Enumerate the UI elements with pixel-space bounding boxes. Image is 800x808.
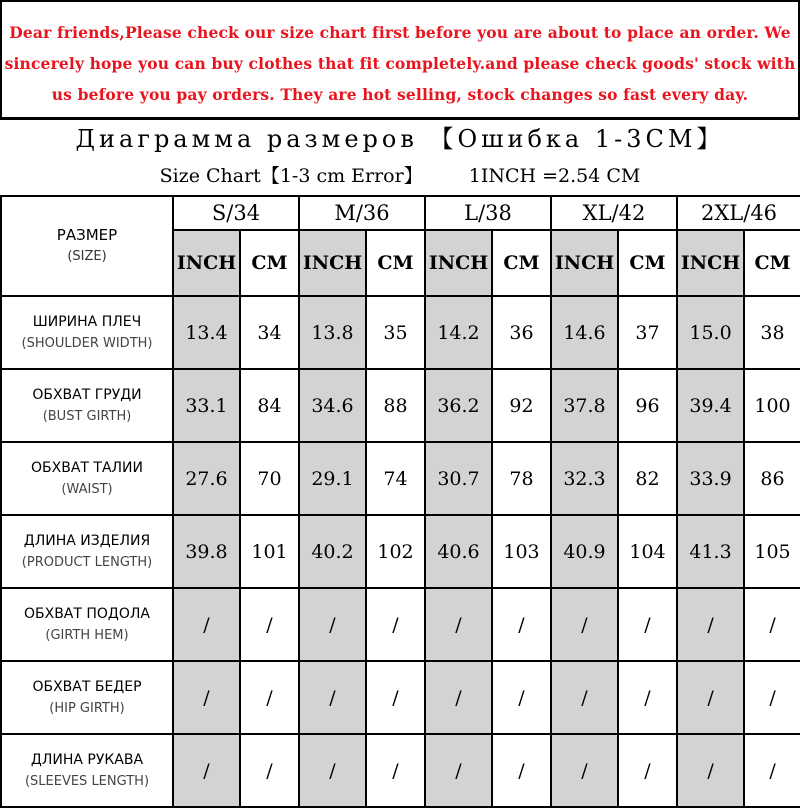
- measurement-row: [1, 442, 800, 515]
- value-inch: 14.6: [551, 296, 618, 369]
- value-inch: /: [677, 734, 744, 807]
- value-cm: 104: [618, 515, 677, 588]
- value-inch: /: [173, 734, 240, 807]
- measurement-label: [1, 661, 173, 734]
- value-inch: 40.9: [551, 515, 618, 588]
- value-cm: 84: [240, 369, 299, 442]
- value-inch: 32.3: [551, 442, 618, 515]
- value-inch: /: [677, 588, 744, 661]
- value-cm: 70: [240, 442, 299, 515]
- value-cm: 96: [618, 369, 677, 442]
- size-label: M/36: [299, 196, 425, 230]
- value-inch: /: [551, 734, 618, 807]
- unit-inch: INCH: [551, 230, 618, 296]
- value-inch: 27.6: [173, 442, 240, 515]
- value-inch: 40.2: [299, 515, 366, 588]
- value-inch: 37.8: [551, 369, 618, 442]
- size-chart-table: [0, 195, 800, 808]
- value-inch: /: [173, 588, 240, 661]
- value-cm: /: [366, 734, 425, 807]
- chart-title: Диаграмма размеров 【Ошибка 1-3CM】: [75, 125, 725, 153]
- measurement-label: [1, 296, 173, 369]
- value-cm: /: [744, 588, 800, 661]
- value-cm: /: [240, 734, 299, 807]
- value-inch: /: [425, 734, 492, 807]
- value-cm: /: [240, 661, 299, 734]
- measurement-row: [1, 296, 800, 369]
- value-inch: 41.3: [677, 515, 744, 588]
- notice-line: us before you pay orders. They are hot selling, stock changes so fast every day.: [51, 85, 749, 104]
- unit-cm: CM: [744, 230, 800, 296]
- value-inch: 40.6: [425, 515, 492, 588]
- value-cm: 105: [744, 515, 800, 588]
- unit-cm: CM: [492, 230, 551, 296]
- size-label: 2XL/46: [677, 196, 800, 230]
- measurement-label-ru: ОБХВАТ ТАЛИИ: [31, 459, 143, 476]
- value-inch: 14.2: [425, 296, 492, 369]
- size-header-en: (SIZE): [67, 249, 107, 264]
- measurement-label-ru: ДЛИНА РУКАВА: [30, 751, 144, 768]
- value-inch: 13.4: [173, 296, 240, 369]
- value-cm: 102: [366, 515, 425, 588]
- measurement-label: [1, 369, 173, 442]
- value-cm: 74: [366, 442, 425, 515]
- notice-line: sincerely hope you can buy clothes that fit completely.and please check goods' stock with: [4, 54, 796, 73]
- measurement-row: [1, 515, 800, 588]
- value-cm: /: [366, 661, 425, 734]
- size-header-cell: [1, 196, 173, 296]
- value-cm: /: [492, 588, 551, 661]
- value-cm: /: [492, 661, 551, 734]
- subtitle-error-note: Size Chart【1-3 cm Error】: [159, 165, 423, 187]
- value-cm: 82: [618, 442, 677, 515]
- measurement-label-ru: ОБХВАТ БЕДЕР: [32, 678, 142, 695]
- value-cm: /: [240, 588, 299, 661]
- measurement-row: [1, 734, 800, 807]
- measurement-label-en: (PRODUCT LENGTH): [21, 554, 153, 570]
- value-cm: /: [744, 661, 800, 734]
- size-label: L/38: [425, 196, 551, 230]
- measurement-label-ru: ОБХВАТ ГРУДИ: [32, 386, 142, 403]
- value-inch: 13.8: [299, 296, 366, 369]
- value-cm: /: [366, 588, 425, 661]
- value-inch: 15.0: [677, 296, 744, 369]
- measurement-label-ru: ОБХВАТ ПОДОЛА: [23, 605, 150, 622]
- value-cm: /: [618, 734, 677, 807]
- value-cm: /: [492, 734, 551, 807]
- size-label: S/34: [173, 196, 299, 230]
- unit-cm: CM: [618, 230, 677, 296]
- measurement-label: [1, 734, 173, 807]
- value-inch: /: [551, 661, 618, 734]
- measurement-label-ru: ШИРИНА ПЛЕЧ: [32, 313, 142, 330]
- measurement-row: [1, 588, 800, 661]
- measurement-label-en: (HIP GIRTH): [49, 700, 125, 716]
- value-inch: /: [425, 588, 492, 661]
- measurement-label-en: (GIRTH HEM): [45, 627, 129, 643]
- measurement-row: [1, 369, 800, 442]
- value-cm: 88: [366, 369, 425, 442]
- value-inch: 29.1: [299, 442, 366, 515]
- value-inch: /: [551, 588, 618, 661]
- value-inch: /: [299, 588, 366, 661]
- measurement-label-en: (SHOULDER WIDTH): [21, 335, 153, 351]
- stock-notice: [0, 0, 800, 120]
- value-cm: 37: [618, 296, 677, 369]
- notice-line: Dear friends,Please check our size chart first before you are about to place an order. We: [9, 23, 791, 42]
- measurement-label-ru: ДЛИНА ИЗДЕЛИЯ: [23, 532, 151, 549]
- unit-inch: INCH: [299, 230, 366, 296]
- measurement-label: [1, 588, 173, 661]
- value-inch: 34.6: [299, 369, 366, 442]
- value-inch: /: [677, 661, 744, 734]
- value-cm: /: [618, 661, 677, 734]
- value-cm: 92: [492, 369, 551, 442]
- value-cm: 78: [492, 442, 551, 515]
- measurement-label: [1, 442, 173, 515]
- value-inch: /: [173, 661, 240, 734]
- value-inch: 33.1: [173, 369, 240, 442]
- value-inch: /: [299, 734, 366, 807]
- unit-inch: INCH: [425, 230, 492, 296]
- value-inch: /: [425, 661, 492, 734]
- value-cm: 35: [366, 296, 425, 369]
- unit-inch: INCH: [677, 230, 744, 296]
- value-cm: 36: [492, 296, 551, 369]
- value-inch: 30.7: [425, 442, 492, 515]
- value-inch: 36.2: [425, 369, 492, 442]
- subtitle-conversion: 1INCH =2.54 CM: [468, 165, 641, 187]
- measurement-label-en: (WAIST): [61, 481, 113, 497]
- value-inch: 33.9: [677, 442, 744, 515]
- size-label: XL/42: [551, 196, 677, 230]
- value-inch: /: [299, 661, 366, 734]
- value-cm: /: [744, 734, 800, 807]
- unit-cm: CM: [366, 230, 425, 296]
- value-cm: 38: [744, 296, 800, 369]
- value-inch: 39.8: [173, 515, 240, 588]
- chart-subtitle: [0, 160, 800, 192]
- measurement-label: [1, 515, 173, 588]
- size-header-ru: РАЗМЕР: [56, 226, 118, 244]
- measurement-label-en: (BUST GIRTH): [42, 408, 132, 424]
- value-inch: 39.4: [677, 369, 744, 442]
- value-cm: 86: [744, 442, 800, 515]
- size-header-row: [1, 196, 800, 230]
- value-cm: 34: [240, 296, 299, 369]
- value-cm: 103: [492, 515, 551, 588]
- value-cm: 101: [240, 515, 299, 588]
- unit-cm: CM: [240, 230, 299, 296]
- unit-inch: INCH: [173, 230, 240, 296]
- measurement-label-en: (SLEEVES LENGTH): [24, 773, 150, 789]
- value-cm: /: [618, 588, 677, 661]
- value-cm: 100: [744, 369, 800, 442]
- measurement-row: [1, 661, 800, 734]
